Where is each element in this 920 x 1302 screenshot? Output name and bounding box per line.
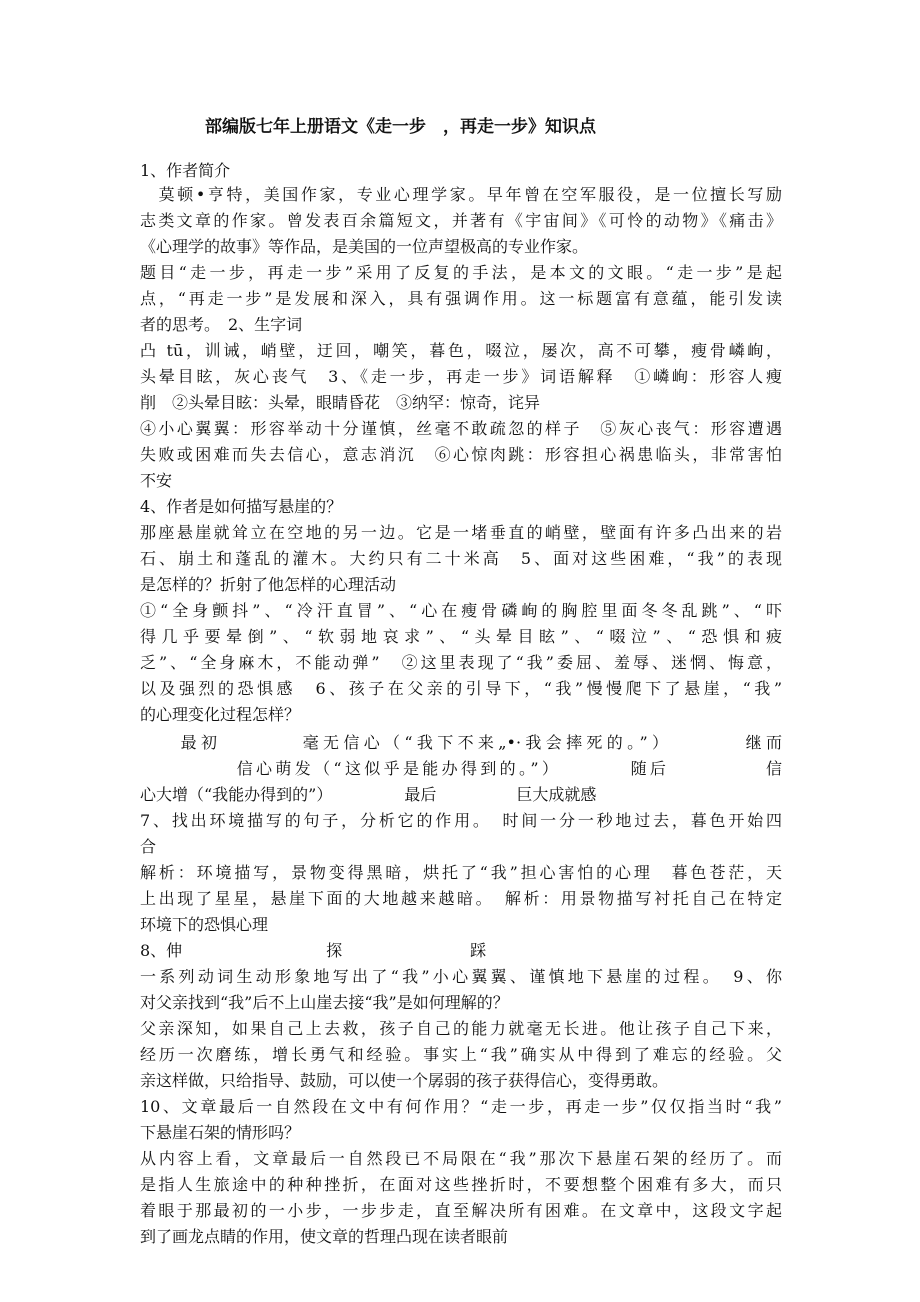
text-line: 以及强烈的恐惧感 6、孩子在父亲的引导下，“我”慢慢爬下了悬崖，“我”	[140, 679, 782, 698]
text-line: 着眼于那最初的一小步，一步步走，直至解决所有困难。在文章中，这段文字起	[140, 1201, 782, 1220]
text-line: 合	[140, 837, 157, 856]
text-line: 者的思考。 2、生字词	[140, 315, 303, 334]
text-line: 得几乎要晕倒”、“软弱地哀求”、“头晕目眩”、“啜泣”、“恐惧和疲	[140, 627, 782, 646]
text-line: 对父亲找到“我”后不上山崖去接“我”是如何理解的？	[140, 993, 509, 1012]
text-line: 凸 tū，训诫，峭壁，迂回，嘲笑，暮色，啜泣，屡次，高不可攀，瘦骨嶙峋，	[140, 341, 782, 360]
text-line: 从内容上看，文章最后一自然段已不局限在“我”那次下悬崖石架的经历了。而	[140, 1149, 782, 1168]
text-line: 环境下的恐惧心理	[140, 915, 269, 934]
text-line: 乏”、“全身麻木，不能动弹” ②这里表现了“我”委屈、羞辱、迷惘、悔意，	[140, 653, 782, 672]
text-line: 削 ②头晕目眩：头晕，眼睛昏花 ③纳罕：惊奇，诧异	[140, 393, 541, 412]
text-line: 10、文章最后一自然段在文中有何作用？“走一步，再走一步”仅仅指当时“我”	[140, 1097, 782, 1116]
text-line: 解析：环境描写，景物变得黑暗，烘托了“我”担心害怕的心理 暮色苍茫，天	[140, 863, 782, 882]
text-line: 题目“走一步，再走一步”采用了反复的手法，是本文的文眼。“走一步”是起	[140, 263, 782, 282]
text-line: 志类文章的作家。曾发表百余篇短文，并著有《宇宙间》《可怜的动物》《痛击》	[140, 211, 782, 230]
text-line: 是怎样的？折射了他怎样的心理活动	[140, 575, 397, 594]
text-line: 心大增（“我能办得到的”） 最后 巨大成就感	[140, 785, 597, 804]
text-line: 不安	[140, 471, 173, 490]
text-line: 到了画龙点睛的作用，使文章的哲理凸现在读者眼前	[140, 1227, 509, 1246]
text-line: 7、找出环境描写的句子，分析它的作用。 时间一分一秒地过去，暮色开始四	[140, 811, 782, 830]
text-line: 《心理学的故事》等作品，是美国的一位声望极高的专业作家。	[140, 237, 589, 256]
text-line: 亲这样做，只给指导、鼓励，可以使一个孱弱的孩子获得信心，变得勇敢。	[140, 1071, 669, 1090]
text-line: 信心萌发（“这似乎是能办得到的。”） 随后 信	[140, 759, 782, 778]
text-line: 父亲深知，如果自己上去救，孩子自己的能力就毫无长进。他让孩子自己下来，	[140, 1019, 782, 1038]
text-line: ④小心翼翼：形容举动十分谨慎，丝毫不敢疏忽的样子 ⑤灰心丧气：形容遭遇	[140, 419, 782, 438]
text-line: 1、作者简介	[140, 161, 231, 180]
text-line: 头晕目眩，灰心丧气 3、《走一步，再走一步》词语解释 ①嶙峋：形容人瘦	[140, 367, 782, 386]
text-line: 8、伸 探 踩	[140, 941, 487, 960]
text-line: 最初 毫无信心（“我下不来„•·我会摔死的。”） 继而	[140, 733, 782, 752]
text-line: 失败或困难而失去信心，意志消沉 ⑥心惊肉跳：形容担心祸患临头，非常害怕	[140, 445, 782, 464]
text-line: 莫顿•亨特，美国作家，专业心理学家。早年曾在空军服役，是一位擅长写励	[140, 185, 782, 204]
text-line: 点，“再走一步”是发展和深入，具有强调作用。这一标题富有意蕴，能引发读	[140, 289, 782, 308]
text-line: 的心理变化过程怎样？	[140, 705, 301, 724]
text-line: 那座悬崖就耸立在空地的另一边。它是一堵垂直的峭壁，壁面有许多凸出来的岩	[140, 523, 782, 542]
text-line: 4、作者是如何描写悬崖的？	[140, 497, 343, 516]
text-line: 上出现了星星，悬崖下面的大地越来越暗。 解析：用景物描写衬托自己在特定	[140, 889, 782, 908]
document-title: 部编版七年上册语文《走一步 ，再走一步》知识点	[205, 117, 596, 137]
text-line: 是指人生旅途中的种种挫折，在面对这些挫折时，不要想整个困难有多大，而只	[140, 1175, 782, 1194]
text-line: 石、崩土和蓬乱的灌木。大约只有二十米高 5、面对这些困难，“我”的表现	[140, 549, 782, 568]
text-line: 下悬崖石架的情形吗？	[140, 1123, 301, 1142]
text-line: ①“全身颤抖”、“冷汗直冒”、“心在瘦骨磷峋的胸腔里面冬冬乱跳”、“吓	[140, 601, 782, 620]
text-line: 一系列动词生动形象地写出了“我”小心翼翼、谨慎地下悬崖的过程。 9、你	[140, 967, 782, 986]
text-line: 经历一次磨练，增长勇气和经验。事实上“我”确实从中得到了难忘的经验。父	[140, 1045, 782, 1064]
